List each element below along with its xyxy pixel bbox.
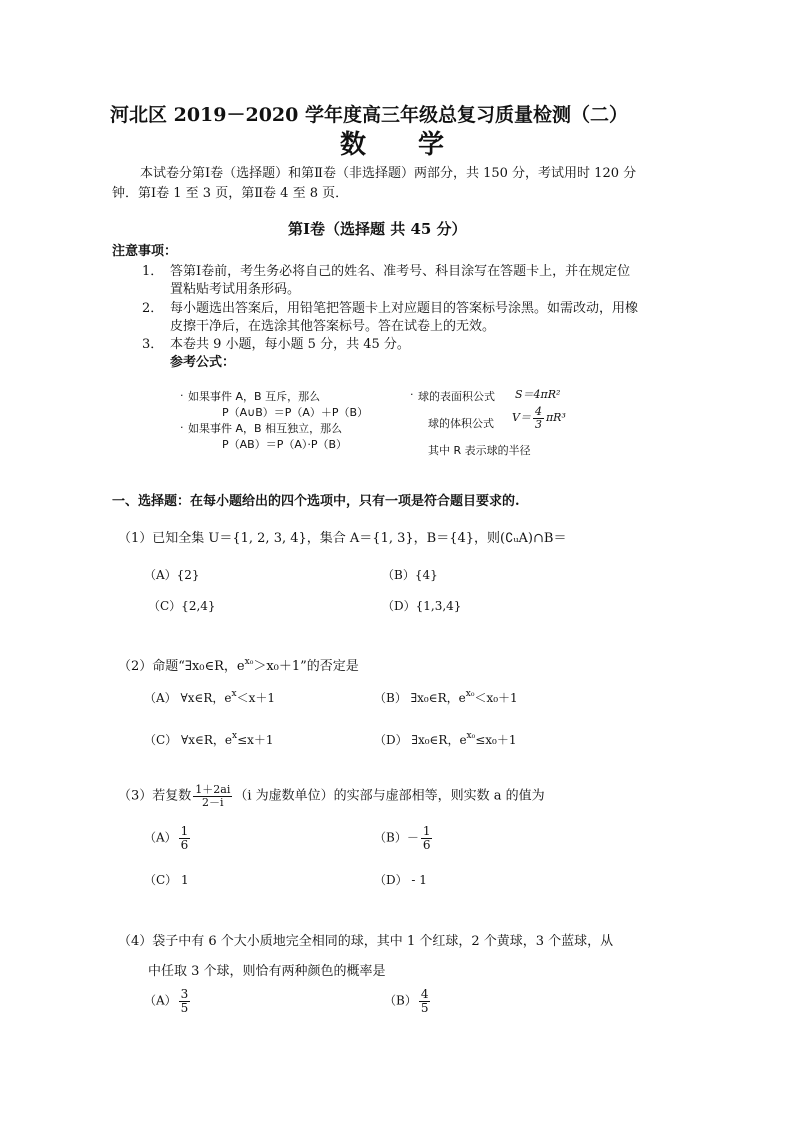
q3-fraction [193, 784, 232, 808]
q3-option-d: （D） - 1 [374, 873, 427, 887]
q1-option-d: （D）{1,3,4} [382, 599, 462, 613]
sphere-volume-lhs: V＝ [512, 411, 531, 425]
note-2-num: 2． [142, 301, 164, 316]
sphere-area-label: 球的表面积公式 [418, 390, 495, 403]
q2-c-text: （C） ∀x∈R，e [144, 733, 233, 747]
q3-stem [118, 784, 545, 808]
fraction-numerator: 3 [180, 987, 189, 1001]
q2-a-text: （A） ∀x∈R，e [144, 691, 232, 705]
q3-b-fraction [421, 825, 433, 851]
q2-stem-end: ＞x₀＋1”的否定是 [253, 659, 359, 674]
q4-a-label: （A） [144, 993, 177, 1008]
fraction-numerator: 4 [420, 987, 429, 1001]
q3-option-c: （C） 1 [144, 873, 189, 887]
radius-note: 其中 R 表示球的半径 [428, 444, 531, 457]
q2-c-end: ≤x＋1 [237, 733, 274, 747]
q2-option-b [374, 689, 518, 706]
fraction-denominator: 5 [180, 1000, 189, 1015]
note-1-num: 1． [142, 264, 164, 279]
bullet-2: · [180, 421, 184, 434]
fraction-numerator: 1 [180, 824, 189, 838]
intro-line-1: 本试卷分第Ⅰ卷（选择题）和第Ⅱ卷（非选择题）两部分，共 150 分，考试用时 120 分 [140, 166, 637, 181]
q2-stem [118, 655, 359, 674]
indep-label: 如果事件 A，B 相互独立，那么 [188, 422, 343, 435]
q4-option-b [384, 988, 432, 1014]
note-2-line-1: 每小题选出答案后，用铅笔把答题卡上对应题目的答案标号涂黑。如需改动，用橡 [170, 301, 639, 316]
fraction-denominator: 5 [420, 1000, 429, 1015]
q2-d-text: （D） ∃x₀∈R，e [374, 733, 467, 747]
q3-option-b [374, 825, 434, 851]
q2-option-d [374, 731, 517, 748]
q2-option-c [144, 731, 274, 748]
q2-stem-text: （2）命题“∃x₀∈R，e [118, 659, 245, 674]
fraction-denominator: 6 [180, 837, 189, 852]
intro-line-2: 钟．第Ⅰ卷 1 至 3 页，第Ⅱ卷 4 至 8 页． [112, 186, 349, 201]
note-3-line-1: 本卷共 9 小题，每小题 5 分，共 45 分。 [170, 337, 410, 352]
fraction-denominator: 6 [422, 837, 431, 852]
q3-stem-end: （i 为虚数单位）的实部与虚部相等，则实数 a 的值为 [234, 788, 545, 804]
sphere-area-formula: S＝4πR² [515, 388, 561, 401]
q2-b-exponent: x₀ [465, 689, 475, 699]
q1-option-b: （B）{4} [382, 568, 438, 582]
note-2-line-2: 皮擦干净后，在选涂其他答案标号。答在试卷上的无效。 [170, 319, 496, 334]
fraction-numerator: 1＋2ai [195, 783, 231, 796]
q2-b-text: （B） ∃x₀∈R，e [374, 691, 466, 705]
q2-option-a [144, 689, 275, 706]
q4-b-label: （B） [384, 993, 417, 1008]
q4-option-a [144, 988, 192, 1014]
note-1-line-1: 答第Ⅰ卷前，考生务必将自己的姓名、准考号、科目涂写在答题卡上，并在规定位 [170, 264, 631, 279]
indep-formula: P（AB）＝P（A）·P（B） [222, 438, 348, 451]
sphere-volume-fraction [533, 406, 544, 430]
q3-b-label: （B）－ [374, 830, 419, 845]
q2-exponent: x₀ [244, 657, 254, 667]
q4-a-fraction [179, 988, 191, 1014]
q3-a-fraction [179, 825, 191, 851]
section-1-heading: 一、选择题：在每小题给出的四个选项中，只有一项是符合题目要求的. [112, 494, 520, 509]
exam-title: 河北区 2019－2020 学年度高三年级总复习质量检测（二） [110, 104, 628, 126]
part1-heading: 第Ⅰ卷（选择题 共 45 分） [288, 220, 467, 238]
q4-b-fraction [419, 988, 431, 1014]
q1-option-a: （A）{2} [144, 568, 200, 582]
q1-option-c: （C）{2,4} [148, 599, 216, 613]
q2-a-exponent: x [231, 689, 237, 699]
bullet-1: · [180, 389, 184, 402]
fraction-numerator: 1 [422, 824, 431, 838]
mutex-formula: P（A∪B）＝P（A）＋P（B） [222, 406, 369, 419]
q2-c-exponent: x [232, 731, 238, 741]
mutex-label: 如果事件 A，B 互斥，那么 [188, 390, 321, 403]
q3-stem-text: （3）若复数 [118, 788, 192, 804]
q3-a-label: （A） [144, 830, 177, 845]
fraction-denominator: 2－i [202, 795, 224, 809]
q1-stem: （1）已知全集 U＝{1, 2, 3, 4}，集合 A＝{1, 3}，B＝{4}，则(∁ᵤA)∩B＝ [118, 531, 567, 546]
note-3-num: 3． [142, 337, 164, 352]
formula-heading: 参考公式： [170, 355, 236, 370]
note-1-line-2: 置粘贴考试用条形码。 [170, 282, 301, 297]
fraction-numerator: 4 [534, 405, 542, 418]
notes-heading: 注意事项： [112, 244, 178, 259]
q2-b-end: ＜x₀＋1 [474, 691, 518, 705]
q2-a-end: ＜x＋1 [236, 691, 275, 705]
sphere-volume-formula [512, 406, 566, 430]
q3-option-a [144, 825, 192, 851]
fraction-denominator: 3 [534, 417, 542, 431]
sphere-volume-rhs: πR³ [545, 411, 566, 425]
q2-d-end: ≤x₀＋1 [475, 733, 517, 747]
q4-stem-line-1: （4）袋子中有 6 个大小质地完全相同的球，其中 1 个红球，2 个黄球，3 个蓝球，从 [118, 934, 614, 949]
sphere-volume-label: 球的体积公式 [428, 417, 494, 430]
q4-stem-line-2: 中任取 3 个球，则恰有两种颜色的概率是 [148, 964, 386, 979]
bullet-3: · [410, 388, 414, 401]
q2-d-exponent: x₀ [466, 731, 476, 741]
subject-title: 数 学 [340, 130, 445, 160]
